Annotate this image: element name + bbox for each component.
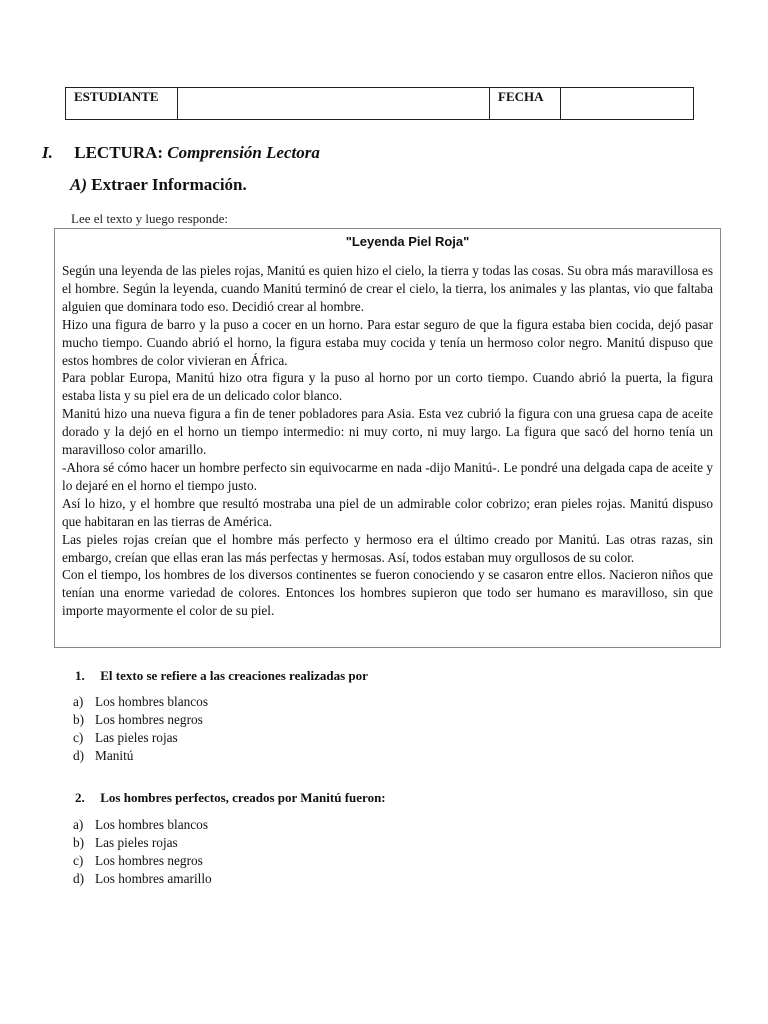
- answer-option[interactable]: [73, 816, 212, 834]
- student-label: ESTUDIANTE: [66, 88, 178, 119]
- reading-paragraph: Según una leyenda de las pieles rojas, Manitú es quien hizo el cielo, la tierra y todas las cosas. Su obra más maravillosa es el hombre. Según la leyenda, cuando Manitú terminó de crear el cielo, la tierra, los animales y las plantas, vio que faltaba alguien que dominara todo eso. Decidió crear al hombre.: [62, 263, 713, 314]
- subsection-letter: A): [70, 175, 87, 194]
- header-table: [65, 87, 694, 120]
- option-text: Los hombres blancos: [95, 694, 209, 709]
- reading-paragraph: Las pieles rojas creían que el hombre más perfecto y hermoso era el último creado por Manitú. Las otras razas, sin embargo, creían que ellas eran las más perfectas y hermosas. Así, todos estaban muy orgullosos de su color.: [62, 531, 713, 565]
- question-2-options: [73, 816, 212, 888]
- date-label: FECHA: [490, 88, 561, 119]
- option-text: Las pieles rojas: [95, 835, 178, 850]
- option-text: Los hombres blancos: [95, 817, 209, 832]
- section-heading: [42, 143, 320, 163]
- answer-option[interactable]: [73, 693, 208, 711]
- reading-paragraph: Así lo hizo, y el hombre que resultó mostraba una piel de un admirable color cobrizo; eran pieles rojas. Manitú dispuso que habitaran en las tierras de América.: [62, 495, 713, 529]
- reading-paragraph: Para poblar Europa, Manitú hizo otra figura y la puso al horno por un corto tiempo. Cuando abrió la puerta, la figura estaba lista y su piel era de un delicado color blanco.: [62, 370, 713, 404]
- option-text: Las pieles rojas: [95, 730, 178, 745]
- instruction-text: Lee el texto y luego responde:: [71, 211, 229, 226]
- reading-paragraph: Con el tiempo, los hombres de los diversos continentes se fueron conociendo y se casaron entre ellos. Nacieron niños que tenían una enorme variedad de colores. Entonces los hombres supieron que todo ser humano es maravilloso, sin que importe mayormente el color de su piel.: [62, 567, 713, 619]
- question-1-options: [73, 693, 208, 765]
- subsection-heading: [70, 175, 247, 195]
- section-title: LECTURA:: [74, 143, 164, 162]
- option-letter: b): [73, 712, 85, 727]
- option-text: Manitú: [95, 748, 134, 763]
- answer-option[interactable]: [73, 870, 212, 888]
- question-number: 1.: [75, 668, 85, 683]
- option-letter: c): [73, 853, 84, 868]
- option-letter: d): [73, 748, 85, 763]
- reading-box: [54, 228, 721, 648]
- date-field[interactable]: [561, 88, 693, 119]
- question-text: El texto se refiere a las creaciones realizadas por: [100, 668, 368, 683]
- reading-title: "Leyenda Piel Roja": [345, 234, 470, 249]
- reading-paragraph: Manitú hizo una nueva figura a fin de tener pobladores para Asia. Esta vez cubrió la figura con una gruesa capa de aceite dorado y la dejó en el horno un tiempo intermedio: ni muy corto, ni muy largo. La figura que sacó del horno tenía un maravilloso color amarillo.: [62, 406, 713, 458]
- question-2: [75, 790, 386, 806]
- option-letter: c): [73, 730, 84, 745]
- answer-option[interactable]: [73, 834, 212, 852]
- answer-option[interactable]: [73, 729, 208, 747]
- answer-option[interactable]: [73, 852, 212, 870]
- option-letter: a): [73, 817, 84, 832]
- option-letter: b): [73, 835, 85, 850]
- answer-option[interactable]: [73, 747, 208, 765]
- section-title-emphasis: Comprensión Lectora: [167, 143, 320, 162]
- question-1: [75, 668, 368, 684]
- student-field[interactable]: [178, 88, 490, 119]
- option-text: Los hombres negros: [95, 712, 203, 727]
- section-number: I.: [42, 143, 53, 162]
- reading-paragraph: Hizo una figura de barro y la puso a cocer en un horno. Para estar seguro de que la figura estaba bien cocida, dejó pasar mucho tiempo. Cuando abrió el horno, la figura estaba muy cocida y tenía un hermoso color negro. Manitú dispuso que estos hombres de color vivieran en África.: [62, 316, 713, 368]
- subsection-title: Extraer Información.: [91, 175, 247, 194]
- reading-paragraph: -Ahora sé cómo hacer un hombre perfecto sin equivocarme en nada -dijo Manitú-. Le pondré una delgada capa de aceite y lo dejaré en el horno el tiempo justo.: [62, 459, 713, 493]
- question-number: 2.: [75, 790, 85, 805]
- answer-option[interactable]: [73, 711, 208, 729]
- option-text: Los hombres amarillo: [95, 871, 212, 886]
- option-letter: a): [73, 694, 84, 709]
- option-text: Los hombres negros: [95, 853, 203, 868]
- question-text: Los hombres perfectos, creados por Manitú fueron:: [100, 790, 386, 805]
- option-letter: d): [73, 871, 85, 886]
